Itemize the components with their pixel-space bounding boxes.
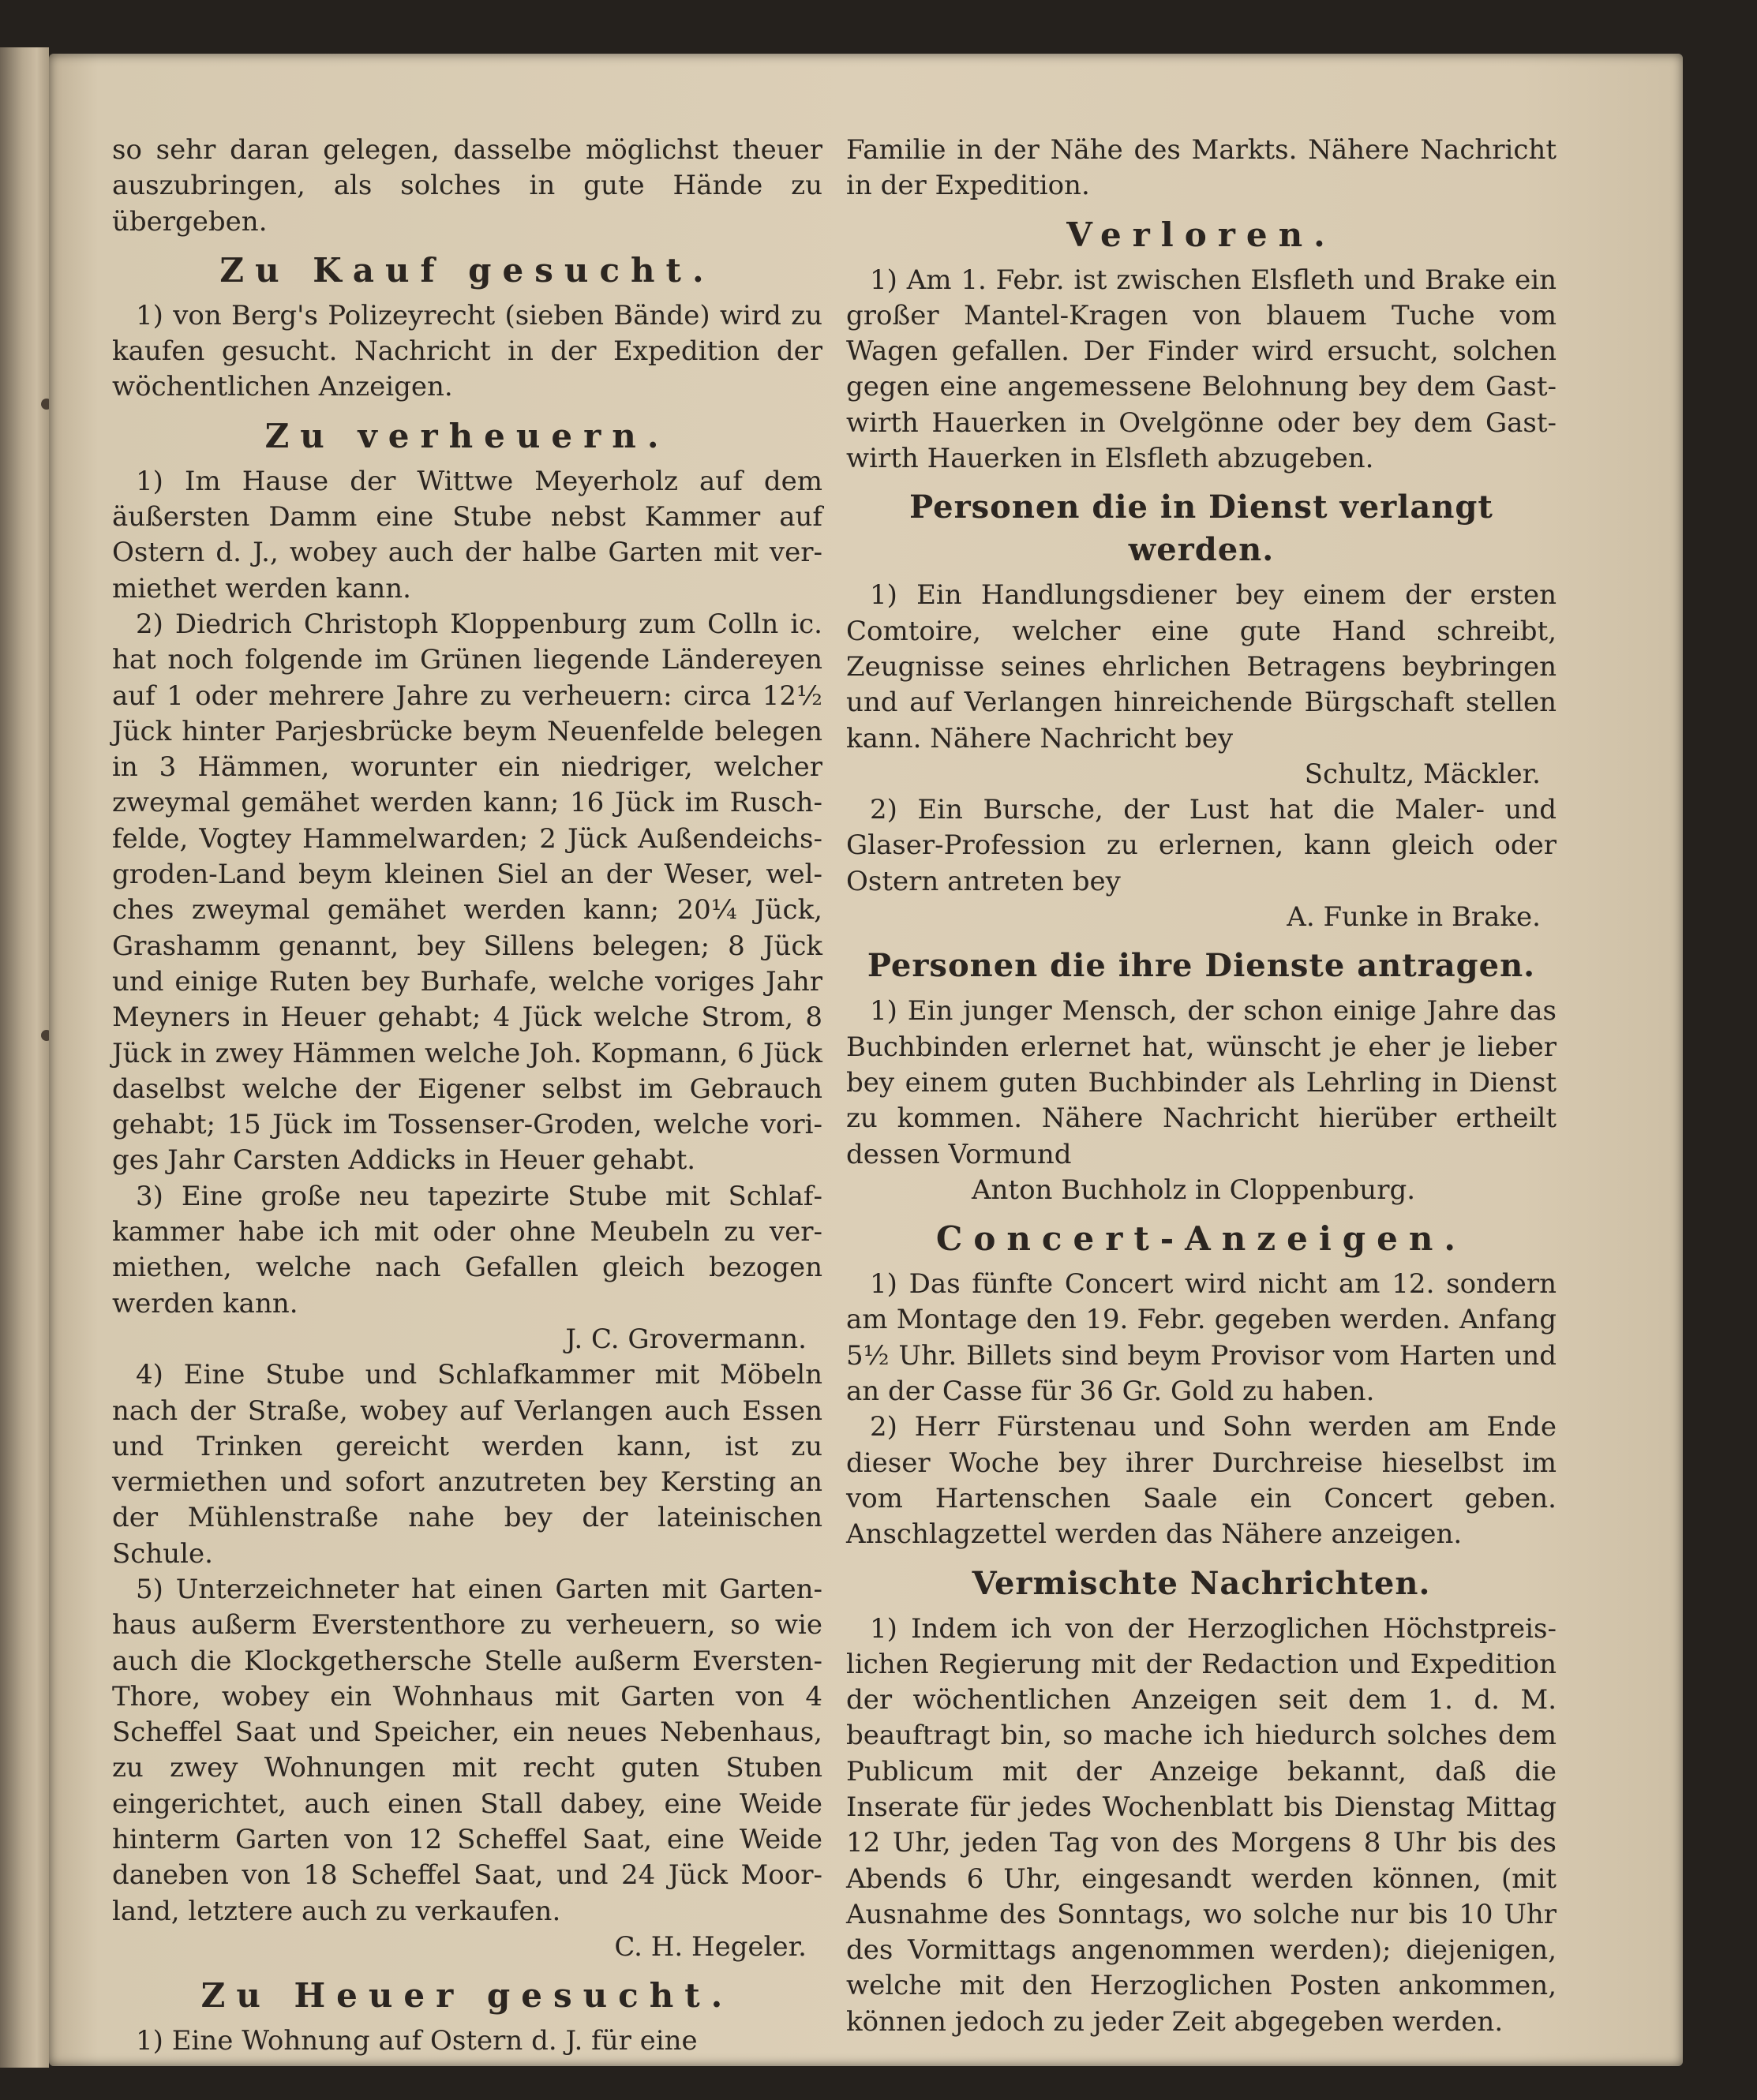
notice-dienst-2: 2) Ein Bursche, der Lust hat die Maler- und Glaser-Profession zu erlernen, kann gleich oder Ostern antreten bey xyxy=(846,794,1557,897)
notice-verheuern-4: 4) Eine Stube und Schlafkammer mit Möbeln nach der Straße, wobey auf Verlangen auch Essen und Trinken gereicht werden kann, ist zu vermiethen und sofort anzutreten bey Kersting an der Mühlenstraße nahe bey der lateinischen Schule. xyxy=(112,1359,822,1570)
notice-verheuern-3: 3) Eine große neu tapezirte Stube mit Schlafkammer habe ich mit oder ohne Meubeln zu vermiethen, welche nach Gefallen gleich bezogen werden kann. xyxy=(112,1180,822,1320)
notice-verheuern-2: 2) Diedrich Christoph Kloppenburg zum Colln ic. hat noch folgende im Grünen liegende Ländereyen auf 1 oder mehrere Jahre zu verheuern: circa 12½ Jück hinter Parjesbrücke beym Neuenfelde belegen in 3 Hämmen, worunter ein niedriger, welcher zweymal gemähet werden kann; 16 Jück im Ruschfelde, Vogtey Hammelwarden; 2 Jück Außendeichsgroden-Land beym kleinen Siel an der Weser, welches zweymal gemähet werden kann; 20¼ Jück, Grashamm genannt, bey Sillens belegen; 8 Jück und einige Ruten bey Burhafe, welche voriges Jahr Meyners in Heuer gehabt; 4 Jück welche Strom, 8 Jück in zwey Hämmen welche Joh. Kopmann, 6 Jück daselbst welche der Eigener selbst im Gebrauch gehabt; 15 Jück im Tossenser-Groden, welche voriges Jahr Carsten Addicks in Heuer gehabt. xyxy=(112,608,822,1177)
section-heading-heuer: Zu Heuer gesucht. xyxy=(200,1976,734,2016)
notice-verheuern-1: 1) Im Hause der Wittwe Meyerholz auf dem äußersten Damm eine Stube nebst Kammer auf Ostern d. J., wobey auch der halbe Garten mit vermiethet werden kann. xyxy=(112,465,822,605)
continuation-text: Familie in der Nähe des Markts. Nähere Nachricht in der Expedition. xyxy=(846,134,1557,202)
continuation-text: so sehr daran gelegen, dasselbe möglichst theuer auszubringen, als solches in gute Hände zu übergeben. xyxy=(112,134,822,238)
notice-concert-2: 2) Herr Fürstenau und Sohn werden am Ende dieser Woche bey ihrer Durchreise hieselbst im vom Hartenschen Saale ein Concert geben. Anschlagzettel werden das Nähere anzeigen. xyxy=(846,1411,1557,1551)
section-heading-dienste: Personen die ihre Dienste antragen. xyxy=(867,947,1536,985)
section-heading-vermischte: Vermischte Nachrichten. xyxy=(972,1564,1431,1602)
section-heading-concert: Concert-Anzeigen. xyxy=(935,1219,1467,1259)
notice-vermischte-1: 1) Indem ich von der Herzoglichen Höchstpreislichen Regierung mit der Redaction und Expedition der wöchentlichen Anzeigen seit dem 1. d. M. beauftragt bin, so mache ich hiedurch solches dem Publicum mit der Anzeige bekannt, daß die Inserate für jedes Wochenblatt bis Dienstag Mittag 12 Uhr, jeden Tag von des Morgens 8 Uhr bis des Abends 6 Uhr, eingesandt werden können, (mit Ausnahme des Sonntags, wo solche nur bis 10 Uhr des Vormittags angenommen werden); diejenigen, welche mit den Herzoglichen Posten ankommen, können jedoch zu jeder Zeit abgegeben werden. xyxy=(846,1612,1557,2038)
notice-heuer-1: 1) Eine Wohnung auf Ostern d. J. für eine xyxy=(136,2025,698,2057)
notice-dienste-1: 1) Ein junger Mensch, der schon einige Jahre das Buchbinden erlernet hat, wünscht je eher je lieber bey einem guten Buchbinder als Lehrling in Dienst zu kommen. Nähere Nachricht hierüber ertheilt dessen Vormund xyxy=(846,995,1557,1170)
notice-dienst-1: 1) Ein Handlungsdiener bey einem der ersten Comtoire, welcher eine gute Hand schreibt, Zeugnisse seines ehrlichen Betragens beybringen und auf Verlangen hinreichende Bürgschaft stellen kann. Nähere Nachricht bey xyxy=(846,579,1557,754)
section-heading-verheuern: Zu verheuern. xyxy=(264,416,670,455)
notice-verheuern-5: 5) Unterzeichneter hat einen Garten mit Gartenhaus außerm Everstenthore zu verheuern, so wie auch die Klockgethersche Stelle außerm Eversten-Thore, wobey ein Wohnhaus mit Garten von 4 Scheffel Saat und Speicher, ein neues Nebenhaus, zu zwey Wohnungen mit recht guten Stuben eingerichtet, auch einen Stall dabey, eine Weide hinterm Garten von 12 Scheffel Saat, eine Weide daneben von 18 Scheffel Saat, und 24 Jück Moorland, letztere auch zu verkaufen. xyxy=(112,1573,822,1927)
signature-schultz: Schultz, Mäckler. xyxy=(1304,758,1541,790)
section-heading-verloren: Verloren. xyxy=(1066,215,1336,254)
section-heading-kauf: Zu Kauf gesucht. xyxy=(219,250,715,290)
section-heading-dienst: Personen die in Dienst verlangt werden. xyxy=(909,489,1493,569)
newspaper-page xyxy=(49,54,1683,2066)
signature-funke: A. Funke in Brake. xyxy=(1287,901,1541,934)
previous-page-edge xyxy=(0,47,49,2068)
signature-buchholz: Anton Buchholz in Cloppenburg. xyxy=(971,1174,1416,1206)
notice-verloren-1: 1) Am 1. Febr. ist zwischen Elsfleth und Brake ein großer Mantel-Kragen von blauem Tuche vom Wagen gefallen. Der Finder wird ersucht, solchen gegen eine angemessene Belohnung bey dem Gastwirth Hauerken in Ovelgönne oder bey dem Gastwirth Hauerken in Elsfleth abzugeben. xyxy=(846,264,1557,475)
left-column xyxy=(112,133,822,2060)
signature-hegeler: C. H. Hegeler. xyxy=(614,1930,807,1963)
right-column xyxy=(846,133,1557,2040)
notice-kauf-1: 1) von Berg's Polizeyrecht (sieben Bände) wird zu kaufen gesucht. Nachricht in der Expedition der wöchentlichen Anzeigen. xyxy=(112,299,822,403)
signature-grovermann: J. C. Grovermann. xyxy=(565,1323,807,1355)
notice-concert-1: 1) Das fünfte Concert wird nicht am 12. sondern am Montage den 19. Febr. gegeben werden. Anfang 5½ Uhr. Billets sind beym Provisor vom Harten und an der Casse für 36 Gr. Gold zu haben. xyxy=(846,1268,1557,1408)
